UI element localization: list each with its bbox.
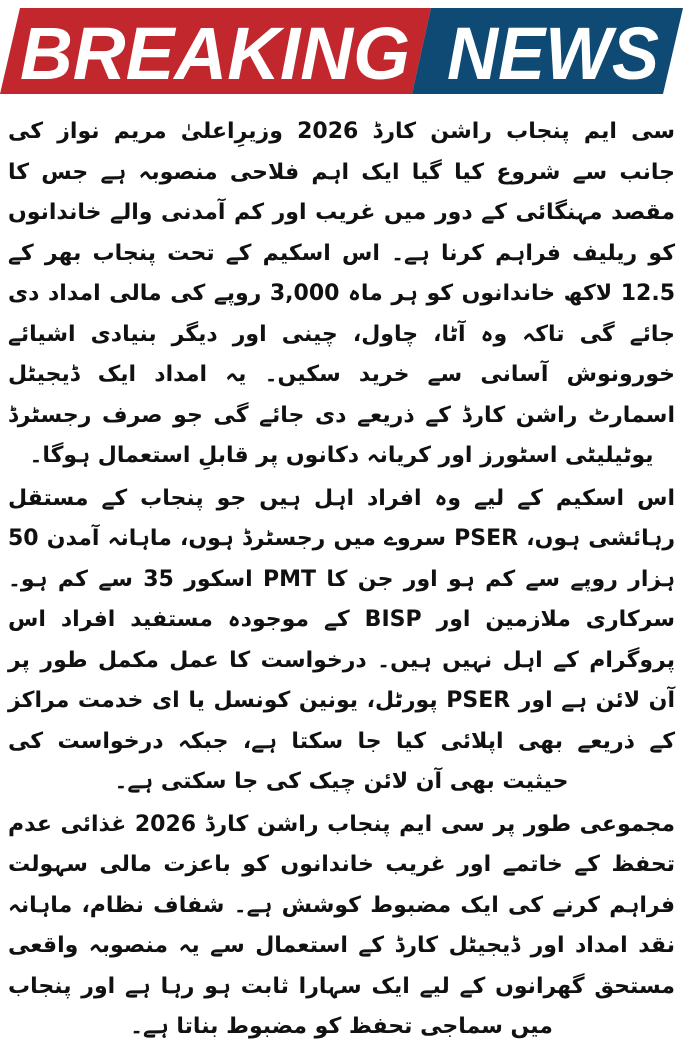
article-paragraph-intro: سی ایم پنجاب راشن کارڈ 2026 وزیرِاعلیٰ مریم نواز کی جانب سے شروع کیا گیا ایک اہم فلاحی منصوبہ ہے جس کا مقصد مہنگائی کے دور میں غریب اور کم آمدنی والے خاندانوں کو ریلیف فراہم کرنا ہے۔ اس اسکیم کے تحت پنجاب بھر کے 12.5 لاکھ خاندانوں کو ہر ماہ 3,000 روپے کی مالی امداد دی جائے گی تاکہ وہ آٹا، چاول، چینی اور دیگر بنیادی اشیائے خورونوش آسانی سے خرید سکیں۔ یہ امداد ایک ڈیجیٹل اسمارٹ راشن کارڈ کے ذریعے دی جائے گی جو صرف رجسٹرڈ یوٹیلیٹی اسٹورز اور کریانہ دکانوں پر قابلِ استعمال ہوگا۔ xyxy=(8,119,675,468)
article-paragraph-conclusion: مجموعی طور پر سی ایم پنجاب راشن کارڈ 2026 غذائی عدم تحفظ کے خاتمے اور غریب خاندانوں کو باعزت مالی سہولت فراہم کرنے کی ایک مضبوط کوشش ہے۔ شفاف نظام، ماہانہ نقد امداد اور ڈیجیٹل کارڈ کے استعمال سے یہ منصوبہ واقعی مستحق گھرانوں کے لیے ایک سہارا ثابت ہو رہا ہے اور پنجاب میں سماجی تحفظ کو مضبوط بناتا ہے۔ xyxy=(8,811,675,1039)
breaking-news-banner xyxy=(0,8,683,94)
article-paragraph-eligibility: اس اسکیم کے لیے وہ افراد اہل ہیں جو پنجاب کے مستقل رہائشی ہوں، PSER سروے میں رجسٹرڈ ہوں، ماہانہ آمدن 50 ہزار روپے سے کم ہو اور جن کا PMT اسکور 35 سے کم ہو۔ سرکاری ملازمین اور BISP کے موجودہ مستفید افراد اس پروگرام کے اہل نہیں ہیں۔ درخواست کا عمل مکمل طور پر آن لائن ہے اور PSER پورٹل، یونین کونسل یا ای خدمت مراکز کے ذریعے بھی اپلائی کیا جا سکتا ہے، جبکہ درخواست کی حیثیت بھی آن لائن چیک کی جا سکتی ہے۔ xyxy=(8,485,676,794)
breaking-news-graphic xyxy=(0,8,683,94)
banner-word-breaking: BREAKING xyxy=(20,12,410,94)
urdu-news-article xyxy=(8,112,675,1048)
banner-word-news: NEWS xyxy=(447,12,659,94)
